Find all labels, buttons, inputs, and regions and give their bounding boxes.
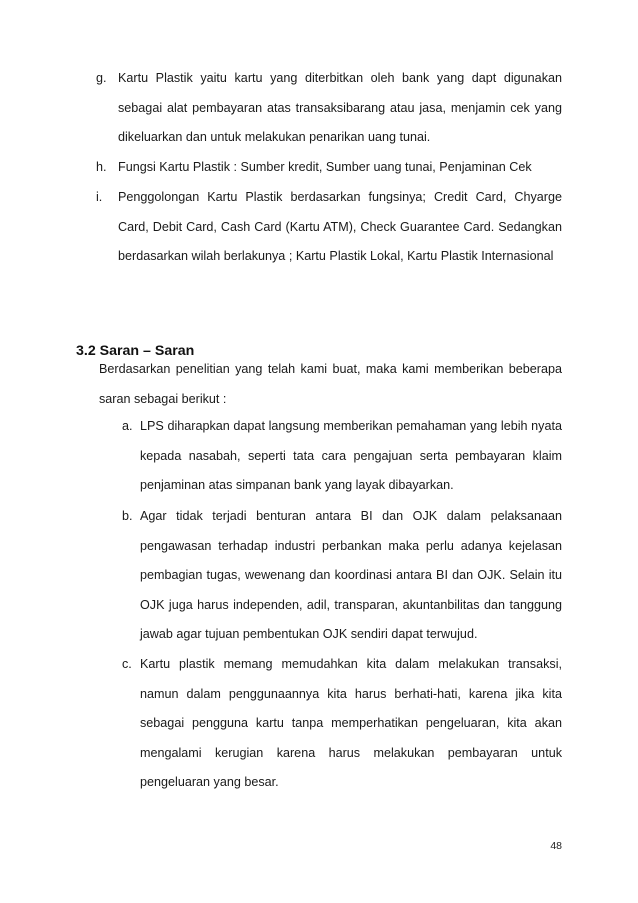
list-item-c xyxy=(122,650,562,798)
list-item-text: Agar tidak terjadi benturan antara BI dan OJK dalam pelaksanaan pengawasan terhadap industri perbankan maka perlu adanya kejelasan pembagian tugas, wewenang dan koordinasi antara BI dan OJK. Selain itu OJK juga harus independen, adil, transparan, akuntanbilitas dan tanggung jawab agar tujuan pembentukan OJK sendiri dapat terwujud. xyxy=(140,509,562,641)
list-item-text: Kartu Plastik yaitu kartu yang diterbitkan oleh bank yang dapt digunakan sebagai alat pembayaran atas transaksibarang atau jasa, menjamin cek yang dikeluarkan dan untuk melakukan penarikan uang tunai. xyxy=(118,71,562,144)
list-item-text: LPS diharapkan dapat langsung memberikan pemahaman yang lebih nyata kepada nasabah, seperti tata cara pengajuan serta pembayaran klaim penjaminan atas simpanan bank yang layak dibayarkan. xyxy=(140,419,562,492)
list-item-text: Fungsi Kartu Plastik : Sumber kredit, Sumber uang tunai, Penjaminan Cek xyxy=(118,160,532,174)
list-item-text: Penggolongan Kartu Plastik berdasarkan fungsinya; Credit Card, Chyarge Card, Debit Card, Cash Card (Kartu ATM), Check Guarantee Card. Sedangkan berdasarkan wilah berlakunya ; Kartu Plastik Lokal, Kartu Plastik Internasional xyxy=(118,190,562,263)
section-heading: 3.2 Saran – Saran xyxy=(76,343,195,359)
list-item-h xyxy=(96,153,562,183)
list-item-i xyxy=(96,183,562,272)
list-marker: h. xyxy=(96,160,107,174)
section-intro: Berdasarkan penelitian yang telah kami buat, maka kami memberikan beberapa saran sebagai berikut : xyxy=(99,362,562,406)
list-item-a xyxy=(122,412,562,501)
list-item-g xyxy=(96,64,562,153)
page-number: 48 xyxy=(550,840,562,852)
list-marker: g. xyxy=(96,71,107,85)
list-item-b xyxy=(122,502,562,650)
list-marker: c. xyxy=(122,657,132,671)
list-marker: b. xyxy=(122,509,133,523)
list-marker: a. xyxy=(122,419,133,433)
list-item-text: Kartu plastik memang memudahkan kita dalam melakukan transaksi, namun dalam penggunaannya kita harus berhati-hati, karena jika kita sebagai pengguna kartu tanpa memperhatikan pengeluaran, kita akan mengalami kerugian karena harus melakukan pembayaran untuk pengeluaran yang besar. xyxy=(140,657,562,789)
list-marker: i. xyxy=(96,190,103,204)
